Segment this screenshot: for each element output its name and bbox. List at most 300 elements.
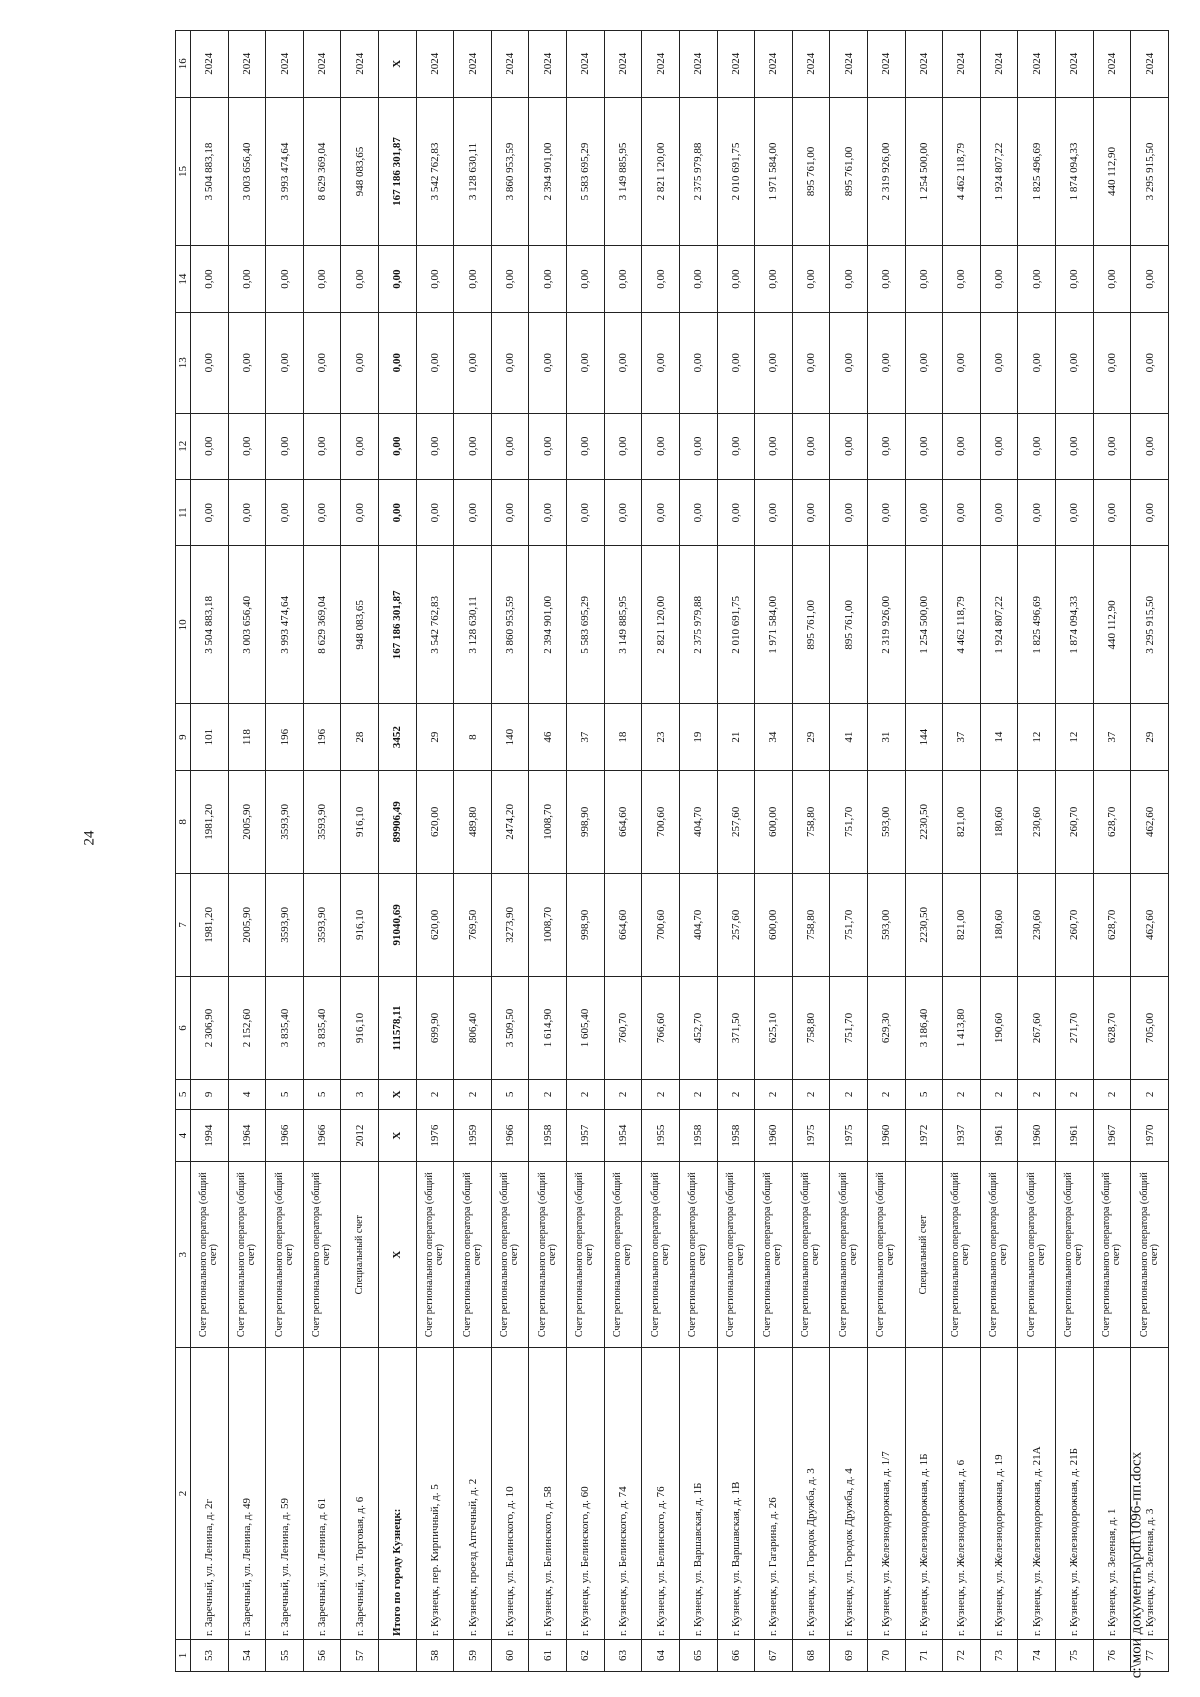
cell-a7: 664,60 <box>604 873 642 976</box>
cell-year: 1958 <box>529 1109 567 1162</box>
cell-c15: 895 761,00 <box>830 97 868 246</box>
cell-a6: 267,60 <box>1018 976 1056 1079</box>
cell-year: 1957 <box>567 1109 605 1162</box>
cell-c12: 0,00 <box>1093 413 1131 479</box>
cell-a6: 190,60 <box>980 976 1018 1079</box>
cell-a8: 89906,49 <box>379 770 417 873</box>
cell-c14: 0,00 <box>867 246 905 312</box>
table-row <box>266 31 304 1672</box>
cell-c14: 0,00 <box>755 246 793 312</box>
cell-c15: 3 003 656,40 <box>228 97 266 246</box>
cell-n: 66 <box>717 1639 755 1671</box>
cell-n: 54 <box>228 1639 266 1671</box>
cell-n: 62 <box>567 1639 605 1671</box>
cell-a7: 700,60 <box>642 873 680 976</box>
cell-addr: Итого по городу Кузнецк: <box>379 1347 417 1639</box>
cell-c16: 2024 <box>191 31 229 98</box>
cell-addr: г. Кузнецк, ул. Белинского, д. 76 <box>642 1347 680 1639</box>
table-row <box>567 31 605 1672</box>
cell-c12: 0,00 <box>980 413 1018 479</box>
table-body <box>191 31 1169 1672</box>
cell-c15: 2 319 926,00 <box>867 97 905 246</box>
cell-acct: Счет регионального оператора (общий счет) <box>867 1162 905 1348</box>
cell-a8: 620,00 <box>416 770 454 873</box>
column-header: 13 <box>176 312 191 413</box>
cell-c12: 0,00 <box>228 413 266 479</box>
cell-c12: 0,00 <box>867 413 905 479</box>
cell-a7: 916,10 <box>341 873 379 976</box>
cell-c13: 0,00 <box>341 312 379 413</box>
cell-c15: 3 128 630,11 <box>454 97 492 246</box>
cell-c13: 0,00 <box>642 312 680 413</box>
cell-a7: 998,90 <box>567 873 605 976</box>
cell-fl: 2 <box>1131 1080 1169 1110</box>
cell-n: 65 <box>679 1639 717 1671</box>
cell-addr: г. Кузнецк, ул. Городок Дружба, д. 4 <box>830 1347 868 1639</box>
cell-addr: г. Кузнецк, ул. Белинского, д. 60 <box>567 1347 605 1639</box>
table-row <box>1056 31 1094 1672</box>
cell-year: 1954 <box>604 1109 642 1162</box>
cell-c12: 0,00 <box>266 413 304 479</box>
cell-addr: г. Кузнецк, ул. Железнодорожная, д. 21А <box>1018 1347 1056 1639</box>
cell-c14: 0,00 <box>792 246 830 312</box>
cell-fl: 2 <box>416 1080 454 1110</box>
cell-c13: 0,00 <box>379 312 417 413</box>
cell-c15: 3 149 885,95 <box>604 97 642 246</box>
cell-c12: 0,00 <box>341 413 379 479</box>
cell-a6: 1 413,80 <box>943 976 981 1079</box>
cell-acct: Счет регионального оператора (общий счет) <box>416 1162 454 1348</box>
cell-a8: 2005,90 <box>228 770 266 873</box>
table-row <box>1131 31 1169 1672</box>
cell-acct: Счет регионального оператора (общий счет) <box>943 1162 981 1348</box>
cell-c12: 0,00 <box>830 413 868 479</box>
table-row <box>830 31 868 1672</box>
cell-n: 64 <box>642 1639 680 1671</box>
cell-c16: 2024 <box>717 31 755 98</box>
cell-c11: 0,00 <box>454 479 492 545</box>
cell-year: 1967 <box>1093 1109 1131 1162</box>
cell-c15: 8 629 369,04 <box>303 97 341 246</box>
cell-c16: X <box>379 31 417 98</box>
cell-a7: 230,60 <box>1018 873 1056 976</box>
cell-a6: 111578,11 <box>379 976 417 1079</box>
cell-c13: 0,00 <box>191 312 229 413</box>
cell-year: 1958 <box>717 1109 755 1162</box>
cell-c15: 1 254 500,00 <box>905 97 943 246</box>
cell-acct: Специальный счет <box>341 1162 379 1348</box>
cell-addr: г. Кузнецк, ул. Городок Дружба, д. 3 <box>792 1347 830 1639</box>
cell-c11: 0,00 <box>303 479 341 545</box>
cell-c14: 0,00 <box>191 246 229 312</box>
cell-c11: 0,00 <box>830 479 868 545</box>
cell-fl: 2 <box>567 1080 605 1110</box>
cell-a8: 664,60 <box>604 770 642 873</box>
cell-c13: 0,00 <box>1093 312 1131 413</box>
cell-a7: 257,60 <box>717 873 755 976</box>
cell-c14: 0,00 <box>303 246 341 312</box>
cell-c12: 0,00 <box>529 413 567 479</box>
cell-p9: 140 <box>491 704 529 770</box>
cell-acct: Счет регионального оператора (общий счет) <box>679 1162 717 1348</box>
cell-p9: 118 <box>228 704 266 770</box>
cell-c13: 0,00 <box>266 312 304 413</box>
cell-c13: 0,00 <box>567 312 605 413</box>
cell-c13: 0,00 <box>228 312 266 413</box>
cell-c11: 0,00 <box>379 479 417 545</box>
cell-c11: 0,00 <box>1131 479 1169 545</box>
cell-n: 72 <box>943 1639 981 1671</box>
cell-a6: 625,10 <box>755 976 793 1079</box>
column-header: 9 <box>176 704 191 770</box>
cell-p9: 18 <box>604 704 642 770</box>
cell-c11: 0,00 <box>792 479 830 545</box>
cell-p9: 34 <box>755 704 793 770</box>
cell-c10: 2 319 926,00 <box>867 546 905 704</box>
cell-a7: 404,70 <box>679 873 717 976</box>
cell-a8: 3593,90 <box>303 770 341 873</box>
cell-acct: Счет регионального оператора (общий счет) <box>717 1162 755 1348</box>
cell-p9: 21 <box>717 704 755 770</box>
table-row <box>905 31 943 1672</box>
cell-n: 70 <box>867 1639 905 1671</box>
cell-a7: 1008,70 <box>529 873 567 976</box>
cell-acct: Счет регионального оператора (общий счет) <box>228 1162 266 1348</box>
column-header: 12 <box>176 413 191 479</box>
cell-p9: 19 <box>679 704 717 770</box>
cell-acct: Счет регионального оператора (общий счет) <box>980 1162 1018 1348</box>
cell-a7: 2230,50 <box>905 873 943 976</box>
cell-year: 1960 <box>1018 1109 1056 1162</box>
cell-c13: 0,00 <box>1131 312 1169 413</box>
cell-addr: г. Кузнецк, ул. Белинского, д. 74 <box>604 1347 642 1639</box>
cell-fl: 2 <box>642 1080 680 1110</box>
cell-year: 1966 <box>491 1109 529 1162</box>
cell-c15: 5 583 695,29 <box>567 97 605 246</box>
column-header: 4 <box>176 1109 191 1162</box>
cell-c15: 3 993 474,64 <box>266 97 304 246</box>
cell-c16: 2024 <box>341 31 379 98</box>
cell-a6: 806,40 <box>454 976 492 1079</box>
column-header: 6 <box>176 976 191 1079</box>
cell-a6: 452,70 <box>679 976 717 1079</box>
cell-fl: X <box>379 1080 417 1110</box>
cell-a6: 705,00 <box>1131 976 1169 1079</box>
cell-c15: 2 010 691,75 <box>717 97 755 246</box>
cell-c10: 167 186 301,87 <box>379 546 417 704</box>
table-row <box>341 31 379 1672</box>
cell-addr: г. Кузнецк, ул. Железнодорожная, д. 19 <box>980 1347 1018 1639</box>
cell-a6: 3 835,40 <box>303 976 341 1079</box>
cell-addr: г. Заречный, ул. Ленина, д. 61 <box>303 1347 341 1639</box>
total-row <box>379 31 417 1672</box>
cell-c15: 948 083,65 <box>341 97 379 246</box>
cell-c10: 895 761,00 <box>830 546 868 704</box>
cell-a7: 3593,90 <box>266 873 304 976</box>
cell-c11: 0,00 <box>1018 479 1056 545</box>
cell-p9: 196 <box>303 704 341 770</box>
cell-c10: 1 254 500,00 <box>905 546 943 704</box>
houses-table-container <box>175 30 1169 1672</box>
cell-c11: 0,00 <box>980 479 1018 545</box>
column-header: 14 <box>176 246 191 312</box>
cell-fl: 9 <box>191 1080 229 1110</box>
houses-table <box>175 30 1169 1672</box>
cell-fl: 2 <box>943 1080 981 1110</box>
cell-year: 1975 <box>792 1109 830 1162</box>
cell-c15: 1 924 807,22 <box>980 97 1018 246</box>
table-row <box>980 31 1018 1672</box>
cell-acct: Счет регионального оператора (общий счет) <box>642 1162 680 1348</box>
cell-n <box>379 1639 417 1671</box>
cell-a8: 180,60 <box>980 770 1018 873</box>
cell-fl: 2 <box>1056 1080 1094 1110</box>
table-row <box>529 31 567 1672</box>
cell-a7: 1981,20 <box>191 873 229 976</box>
cell-fl: 5 <box>491 1080 529 1110</box>
cell-c12: 0,00 <box>454 413 492 479</box>
cell-c10: 2 010 691,75 <box>717 546 755 704</box>
cell-c13: 0,00 <box>867 312 905 413</box>
cell-c10: 3 542 762,83 <box>416 546 454 704</box>
cell-c13: 0,00 <box>755 312 793 413</box>
cell-a6: 916,10 <box>341 976 379 1079</box>
cell-year: 1961 <box>1056 1109 1094 1162</box>
cell-year: 1964 <box>228 1109 266 1162</box>
cell-addr: г. Кузнецк, проезд Аптечный, д. 2 <box>454 1347 492 1639</box>
cell-a8: 462,60 <box>1131 770 1169 873</box>
cell-a8: 230,60 <box>1018 770 1056 873</box>
cell-c16: 2024 <box>867 31 905 98</box>
cell-year: 1966 <box>303 1109 341 1162</box>
cell-p9: 41 <box>830 704 868 770</box>
cell-c14: 0,00 <box>604 246 642 312</box>
cell-c16: 2024 <box>755 31 793 98</box>
cell-c16: 2024 <box>303 31 341 98</box>
cell-acct: Счет регионального оператора (общий счет) <box>454 1162 492 1348</box>
table-row <box>1093 31 1131 1672</box>
cell-c14: 0,00 <box>717 246 755 312</box>
cell-a8: 257,60 <box>717 770 755 873</box>
cell-c11: 0,00 <box>679 479 717 545</box>
cell-addr: г. Кузнецк, ул. Железнодорожная, д. 1/7 <box>867 1347 905 1639</box>
cell-c12: 0,00 <box>1131 413 1169 479</box>
footer-file-path: c:\мои документы\pdf\1096-пп.docx <box>1128 1451 1145 1679</box>
table-row <box>943 31 981 1672</box>
cell-fl: 5 <box>303 1080 341 1110</box>
column-header: 11 <box>176 479 191 545</box>
cell-a6: 758,80 <box>792 976 830 1079</box>
cell-fl: 2 <box>529 1080 567 1110</box>
table-row <box>191 31 229 1672</box>
cell-c13: 0,00 <box>679 312 717 413</box>
cell-n: 68 <box>792 1639 830 1671</box>
cell-c10: 4 462 118,79 <box>943 546 981 704</box>
cell-c16: 2024 <box>266 31 304 98</box>
cell-c14: 0,00 <box>341 246 379 312</box>
cell-year: 1970 <box>1131 1109 1169 1162</box>
table-row <box>604 31 642 1672</box>
cell-c12: 0,00 <box>1056 413 1094 479</box>
cell-p9: 23 <box>642 704 680 770</box>
table-row <box>228 31 266 1672</box>
cell-c12: 0,00 <box>491 413 529 479</box>
cell-c13: 0,00 <box>491 312 529 413</box>
cell-a6: 751,70 <box>830 976 868 1079</box>
cell-c14: 0,00 <box>943 246 981 312</box>
cell-c11: 0,00 <box>755 479 793 545</box>
cell-a8: 600,00 <box>755 770 793 873</box>
cell-c14: 0,00 <box>567 246 605 312</box>
cell-a7: 91040,69 <box>379 873 417 976</box>
cell-c10: 5 583 695,29 <box>567 546 605 704</box>
cell-a6: 2 306,90 <box>191 976 229 1079</box>
cell-a8: 260,70 <box>1056 770 1094 873</box>
cell-c10: 948 083,65 <box>341 546 379 704</box>
cell-year: 1958 <box>679 1109 717 1162</box>
cell-c16: 2024 <box>792 31 830 98</box>
cell-a6: 3 835,40 <box>266 976 304 1079</box>
cell-a7: 628,70 <box>1093 873 1131 976</box>
cell-c14: 0,00 <box>1093 246 1131 312</box>
cell-a7: 769,50 <box>454 873 492 976</box>
cell-year: 1937 <box>943 1109 981 1162</box>
cell-c12: 0,00 <box>1018 413 1056 479</box>
cell-c10: 3 295 915,50 <box>1131 546 1169 704</box>
cell-c16: 2024 <box>567 31 605 98</box>
column-header: 15 <box>176 97 191 246</box>
cell-fl: 2 <box>1018 1080 1056 1110</box>
cell-addr: г. Кузнецк, ул. Гагарина, д. 26 <box>755 1347 793 1639</box>
cell-addr: г. Кузнецк, ул. Варшавская, д. 1В <box>717 1347 755 1639</box>
cell-c12: 0,00 <box>379 413 417 479</box>
cell-p9: 12 <box>1056 704 1094 770</box>
cell-a6: 1 605,40 <box>567 976 605 1079</box>
cell-a7: 3273,90 <box>491 873 529 976</box>
cell-p9: 37 <box>567 704 605 770</box>
table-row <box>491 31 529 1672</box>
cell-a8: 700,60 <box>642 770 680 873</box>
cell-c11: 0,00 <box>717 479 755 545</box>
cell-acct: Счет регионального оператора (общий счет) <box>604 1162 642 1348</box>
table-row <box>792 31 830 1672</box>
cell-c12: 0,00 <box>303 413 341 479</box>
cell-acct: Счет регионального оператора (общий счет) <box>491 1162 529 1348</box>
cell-c16: 2024 <box>1131 31 1169 98</box>
cell-c16: 2024 <box>679 31 717 98</box>
cell-year: 1975 <box>830 1109 868 1162</box>
cell-year: 1976 <box>416 1109 454 1162</box>
table-row <box>867 31 905 1672</box>
cell-c11: 0,00 <box>905 479 943 545</box>
cell-c15: 3 295 915,50 <box>1131 97 1169 246</box>
cell-n: 58 <box>416 1639 454 1671</box>
cell-c15: 2 394 901,00 <box>529 97 567 246</box>
cell-c14: 0,00 <box>1056 246 1094 312</box>
cell-a6: 271,70 <box>1056 976 1094 1079</box>
cell-year: 1960 <box>755 1109 793 1162</box>
cell-a6: 1 614,90 <box>529 976 567 1079</box>
cell-c12: 0,00 <box>416 413 454 479</box>
cell-year: 1960 <box>867 1109 905 1162</box>
column-header: 7 <box>176 873 191 976</box>
table-row <box>642 31 680 1672</box>
cell-c16: 2024 <box>980 31 1018 98</box>
cell-addr: г. Заречный, ул. Торговая, д. 6 <box>341 1347 379 1639</box>
cell-c13: 0,00 <box>943 312 981 413</box>
cell-c14: 0,00 <box>379 246 417 312</box>
cell-c10: 440 112,90 <box>1093 546 1131 704</box>
cell-acct: Счет регионального оператора (общий счет) <box>1093 1162 1131 1348</box>
cell-fl: 5 <box>266 1080 304 1110</box>
cell-c16: 2024 <box>228 31 266 98</box>
cell-fl: 2 <box>792 1080 830 1110</box>
cell-acct: Счет регионального оператора (общий счет) <box>191 1162 229 1348</box>
cell-p9: 46 <box>529 704 567 770</box>
cell-c13: 0,00 <box>830 312 868 413</box>
cell-c11: 0,00 <box>943 479 981 545</box>
cell-c15: 2 821 120,00 <box>642 97 680 246</box>
cell-fl: 2 <box>980 1080 1018 1110</box>
cell-c10: 3 993 474,64 <box>266 546 304 704</box>
cell-acct: Специальный счет <box>905 1162 943 1348</box>
cell-n: 67 <box>755 1639 793 1671</box>
cell-p9: 29 <box>792 704 830 770</box>
cell-p9: 101 <box>191 704 229 770</box>
cell-p9: 29 <box>1131 704 1169 770</box>
cell-a6: 2 152,60 <box>228 976 266 1079</box>
cell-acct: Счет регионального оператора (общий счет) <box>266 1162 304 1348</box>
table-row <box>416 31 454 1672</box>
table-row <box>1018 31 1056 1672</box>
table-row <box>454 31 492 1672</box>
cell-fl: 3 <box>341 1080 379 1110</box>
cell-c10: 2 821 120,00 <box>642 546 680 704</box>
cell-c10: 1 924 807,22 <box>980 546 1018 704</box>
cell-a7: 462,60 <box>1131 873 1169 976</box>
cell-c16: 2024 <box>416 31 454 98</box>
cell-addr: г. Кузнецк, ул. Белинского, д. 10 <box>491 1347 529 1639</box>
cell-c15: 1 971 584,00 <box>755 97 793 246</box>
cell-fl: 2 <box>604 1080 642 1110</box>
column-header: 5 <box>176 1080 191 1110</box>
cell-addr: г. Заречный, ул. Ленина, д. 2г <box>191 1347 229 1639</box>
cell-p9: 37 <box>943 704 981 770</box>
cell-c12: 0,00 <box>943 413 981 479</box>
cell-c13: 0,00 <box>604 312 642 413</box>
cell-c10: 1 971 584,00 <box>755 546 793 704</box>
cell-c16: 2024 <box>529 31 567 98</box>
cell-a8: 1008,70 <box>529 770 567 873</box>
cell-a7: 180,60 <box>980 873 1018 976</box>
cell-n: 69 <box>830 1639 868 1671</box>
cell-n: 77 <box>1131 1639 1169 1671</box>
cell-year: 1959 <box>454 1109 492 1162</box>
cell-c15: 1 874 094,33 <box>1056 97 1094 246</box>
cell-c12: 0,00 <box>567 413 605 479</box>
cell-c14: 0,00 <box>830 246 868 312</box>
cell-fl: 2 <box>454 1080 492 1110</box>
cell-c13: 0,00 <box>905 312 943 413</box>
cell-p9: 3452 <box>379 704 417 770</box>
cell-acct: Счет регионального оператора (общий счет) <box>1018 1162 1056 1348</box>
cell-c16: 2024 <box>642 31 680 98</box>
cell-c10: 2 375 979,88 <box>679 546 717 704</box>
cell-c14: 0,00 <box>679 246 717 312</box>
cell-a8: 593,00 <box>867 770 905 873</box>
cell-c12: 0,00 <box>905 413 943 479</box>
cell-c12: 0,00 <box>191 413 229 479</box>
